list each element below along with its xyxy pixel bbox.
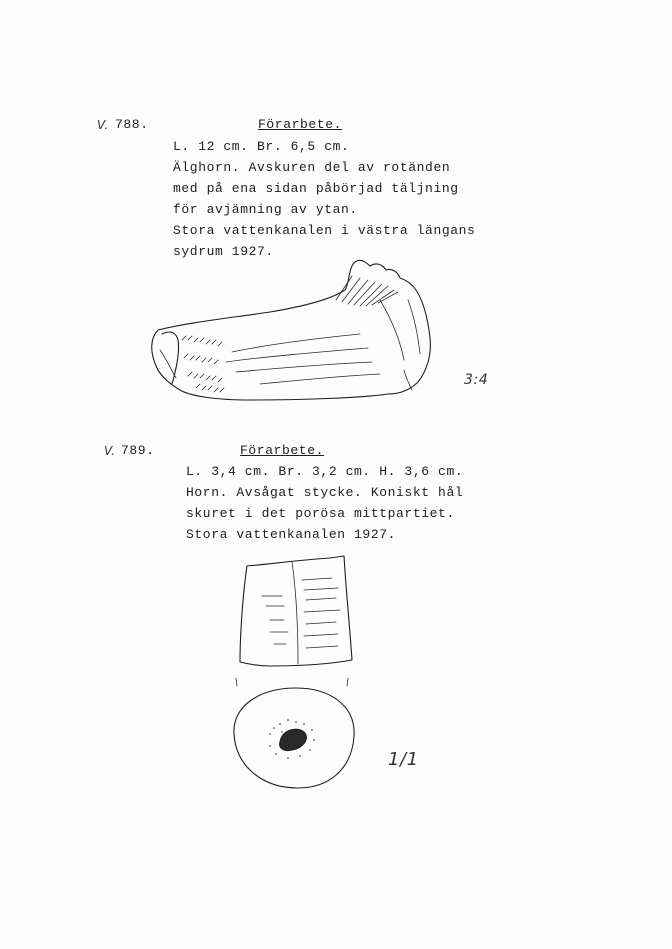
entry-line: L. 3,4 cm. Br. 3,2 cm. H. 3,6 cm. xyxy=(186,464,464,479)
scale-label: 1/1 xyxy=(388,749,419,770)
entry-title: Förarbete. xyxy=(258,117,343,132)
scale-label: 3:4 xyxy=(464,372,489,388)
entry-line: Stora vattenkanalen 1927. xyxy=(186,527,397,542)
entry-prefix-mark: V. xyxy=(97,118,109,132)
entry-title: Förarbete. xyxy=(240,443,325,458)
entry-line: med på ena sidan påbörjad täljning xyxy=(173,181,459,196)
entry-line: för avjämning av ytan. xyxy=(173,202,358,217)
entry-line: Älghorn. Avskuren del av rotänden xyxy=(173,160,451,175)
entry-line: L. 12 cm. Br. 6,5 cm. xyxy=(173,139,350,154)
entry-prefix-mark: V. xyxy=(104,444,116,458)
entry-line: Horn. Avsågat stycke. Koniskt hål xyxy=(186,485,464,500)
entry-line: skuret i det porösa mittpartiet. xyxy=(186,506,455,521)
entry-number: 788. xyxy=(115,117,149,132)
entry-number: 789. xyxy=(121,443,155,458)
entry-line: Stora vattenkanalen i västra längans xyxy=(173,223,476,238)
entry-line: sydrum 1927. xyxy=(173,244,274,259)
